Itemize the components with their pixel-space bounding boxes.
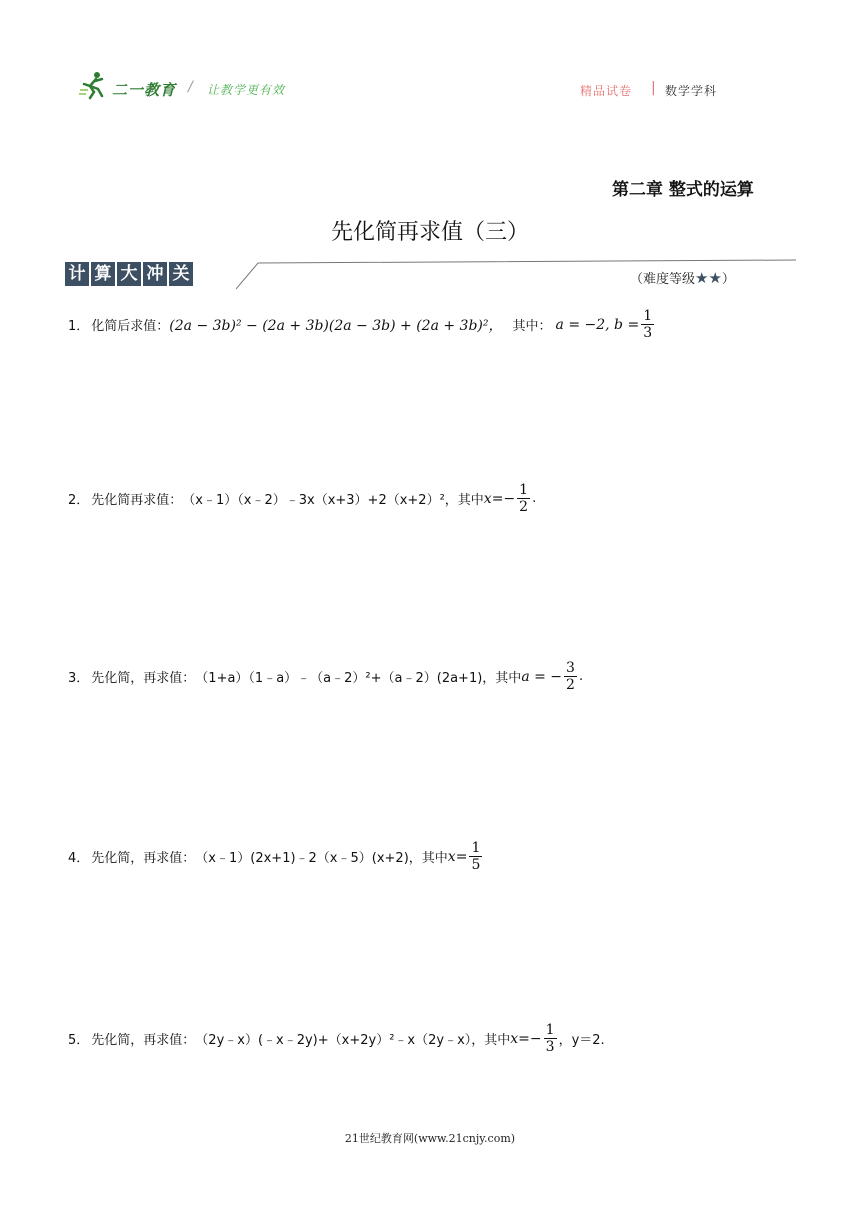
problem-lead: 化简后求值： <box>91 319 170 334</box>
banner-char: 大 <box>117 262 141 286</box>
given-fraction <box>469 840 482 873</box>
given-fraction <box>564 660 577 693</box>
problem-item <box>68 840 484 873</box>
problem-number: 5． <box>68 1033 90 1048</box>
header-category: 精品试卷 <box>580 84 633 98</box>
page-title: 先化简再求值（三） <box>330 220 529 245</box>
fraction-numerator: 1 <box>643 308 653 324</box>
chapter-title: 第二章 整式的运算 <box>612 180 754 200</box>
problem-tail: ，y＝2. <box>558 1033 605 1048</box>
given-values: x=− <box>510 1030 542 1047</box>
problem-lead: 先化简再求值： <box>91 493 183 508</box>
difficulty-suffix: ） <box>721 272 735 287</box>
problem-item <box>68 1022 605 1055</box>
given-label: 其中： <box>512 319 552 334</box>
fraction-denominator: 3 <box>643 325 653 341</box>
problem-item <box>68 308 656 341</box>
problem-tail: . <box>578 669 584 684</box>
fraction-denominator: 2 <box>566 677 575 693</box>
given-values: a = − <box>521 668 563 685</box>
given-fraction <box>517 482 530 515</box>
problem-expression: (2a − 3b)² − (2a + 3b)(2a − 3b) + (2a + 3b)²， <box>169 317 503 334</box>
given-label: 其中 <box>457 493 484 508</box>
header-subject: 数学学科 <box>665 84 718 98</box>
problem-expression: （1+a）（1﹣a）﹣（a﹣2）²+（a﹣2）(2a+1)， <box>195 671 496 686</box>
problem-lead: 先化简，再求值： <box>91 1033 196 1048</box>
given-fraction <box>544 1022 557 1055</box>
problem-number: 3． <box>68 671 90 686</box>
fraction-numerator: 1 <box>519 482 529 498</box>
problem-lead: 先化简，再求值： <box>91 851 196 866</box>
banner-char: 关 <box>169 262 193 286</box>
problem-expression: （x﹣1）（x﹣2）﹣3x（x+3）+2（x+2）²， <box>182 493 458 508</box>
fraction-numerator: 3 <box>566 660 575 676</box>
problem-item <box>68 482 536 515</box>
header-divider: | <box>651 80 656 96</box>
runner-logo-icon <box>78 70 108 100</box>
fraction-denominator: 3 <box>545 1039 555 1055</box>
problem-item <box>68 660 583 693</box>
difficulty-rating <box>630 268 735 287</box>
page-footer: 21世纪教育网(www.21cnjy.com) <box>344 1132 516 1145</box>
fraction-numerator: 1 <box>471 840 481 856</box>
given-label: 其中 <box>495 671 522 686</box>
problem-tail: . <box>532 491 537 506</box>
fraction-numerator: 1 <box>545 1022 555 1038</box>
brand-slogan: 让教学更有效 <box>207 83 286 97</box>
banner-char: 计 <box>65 262 89 286</box>
brand-name: 二一教育 <box>112 81 177 99</box>
given-fraction <box>641 308 654 341</box>
given-values: a = −2, b = <box>555 316 640 333</box>
problem-number: 1． <box>68 319 90 334</box>
problem-expression: （2y﹣x）(﹣x﹣2y)+（x+2y）²﹣x（2y﹣x）， <box>195 1033 485 1048</box>
problem-number: 2． <box>68 493 90 508</box>
banner-char: 冲 <box>143 262 167 286</box>
given-label: 其中 <box>484 1033 511 1048</box>
fraction-denominator: 5 <box>471 857 481 873</box>
star-icon: ★★ <box>695 269 722 287</box>
given-values: x= <box>447 848 468 865</box>
problem-lead: 先化简，再求值： <box>91 671 196 686</box>
fraction-denominator: 2 <box>519 499 529 515</box>
given-label: 其中 <box>421 851 448 866</box>
section-banner <box>65 262 193 286</box>
banner-char: 算 <box>91 262 115 286</box>
brand-separator: / <box>188 79 193 95</box>
problem-expression: （x﹣1）(2x+1)﹣2（x﹣5）(x+2)， <box>195 851 422 866</box>
given-values: x=− <box>483 490 516 507</box>
difficulty-label: （难度等级 <box>630 272 696 287</box>
problem-number: 4． <box>68 851 90 866</box>
